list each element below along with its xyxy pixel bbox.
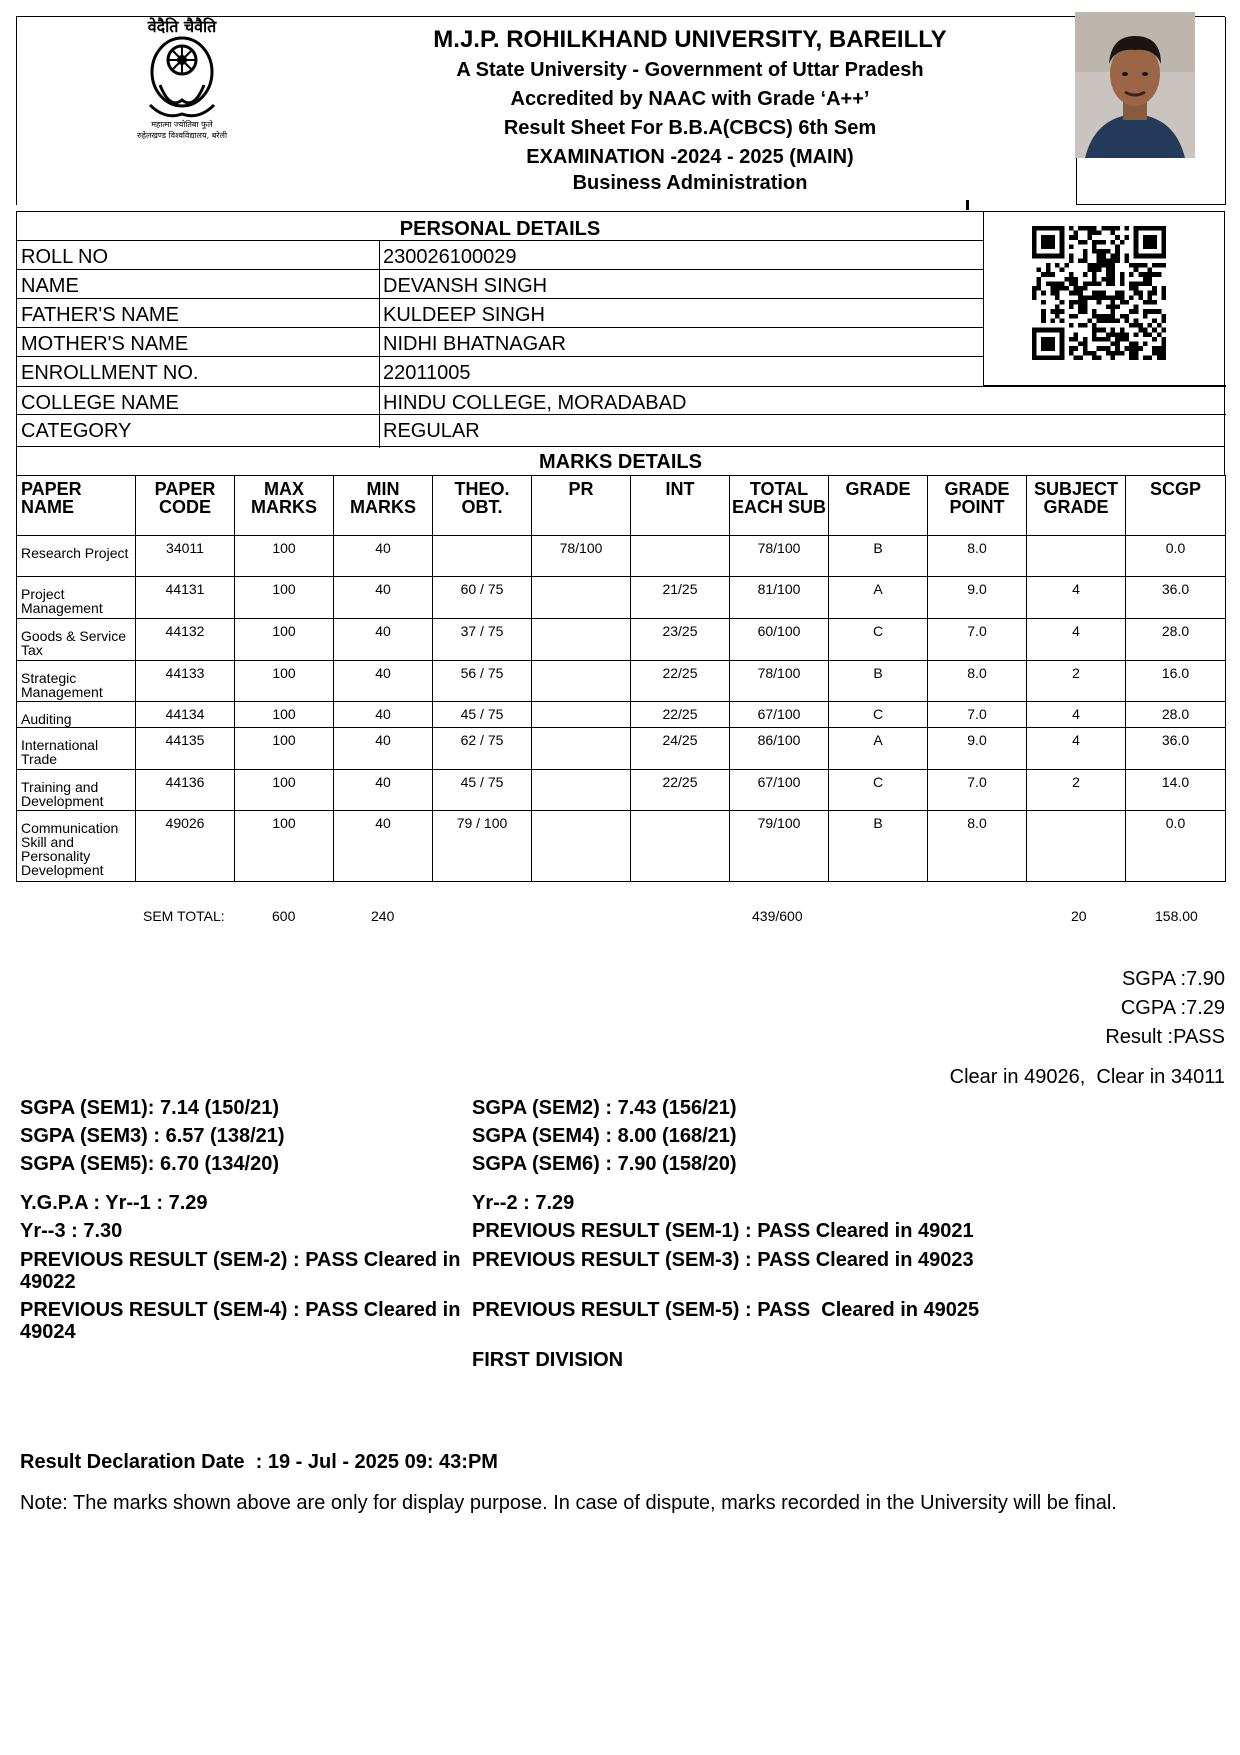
cell-grade: B — [829, 536, 928, 577]
header-paper-name: PAPER NAME — [17, 476, 136, 536]
cell-total: 81/100 — [730, 577, 829, 619]
marks-row — [17, 770, 1226, 811]
cell-subject-grade: 4 — [1027, 577, 1126, 619]
name-label: NAME — [21, 275, 79, 297]
header-theo-obt: THEO. OBT. — [433, 476, 532, 536]
cell-paper-code: 34011 — [136, 536, 235, 577]
previous-result-sem3: PREVIOUS RESULT (SEM-3) : PASS Cleared in 49023 — [472, 1249, 974, 1271]
cell-total: 86/100 — [730, 728, 829, 770]
name-row — [17, 270, 983, 299]
header-min-marks: MIN MARKS — [334, 476, 433, 536]
ygpa-yr1: Y.G.P.A : Yr--1 : 7.29 — [20, 1192, 208, 1214]
cell-subject-grade: 2 — [1027, 770, 1126, 811]
cell-int: 22/25 — [631, 770, 730, 811]
cell-paper-name: Training and Development — [17, 770, 136, 811]
university-subtitle: A State University - Government of Uttar Pradesh — [456, 59, 924, 81]
cell-theo-obt: 79 / 100 — [433, 811, 532, 882]
cell-max-marks: 100 — [235, 619, 334, 661]
cell-grade: B — [829, 811, 928, 882]
clear-in: Clear in 49026, Clear in 34011 — [949, 1066, 1225, 1088]
cell-paper-name: Strategic Management — [17, 661, 136, 702]
sem-total-max: 600 — [272, 908, 296, 924]
cell-min-marks: 40 — [334, 702, 433, 728]
cell-paper-code: 44134 — [136, 702, 235, 728]
enrollment-value: 22011005 — [383, 362, 471, 384]
father-name-value: KULDEEP SINGH — [383, 304, 545, 326]
cell-max-marks: 100 — [235, 770, 334, 811]
cell-total: 78/100 — [730, 661, 829, 702]
marks-row — [17, 536, 1226, 577]
cell-total: 78/100 — [730, 536, 829, 577]
cell-grade: A — [829, 728, 928, 770]
cell-grade-point: 7.0 — [928, 619, 1027, 661]
header-paper-code: PAPER CODE — [136, 476, 235, 536]
cell-min-marks: 40 — [334, 577, 433, 619]
sgpa-sem3: SGPA (SEM3) : 6.57 (138/21) — [20, 1125, 285, 1147]
marks-header-row — [17, 476, 1226, 536]
cell-subject-grade: 4 — [1027, 702, 1126, 728]
cell-grade: B — [829, 661, 928, 702]
cell-scgp: 28.0 — [1126, 702, 1226, 728]
sgpa-sem6: SGPA (SEM6) : 7.90 (158/20) — [472, 1153, 737, 1175]
university-name: M.J.P. ROHILKHAND UNIVERSITY, BAREILLY — [433, 26, 947, 53]
personal-divider — [379, 240, 380, 448]
cell-int: 22/25 — [631, 661, 730, 702]
cell-pr — [532, 728, 631, 770]
marks-row — [17, 728, 1226, 770]
cell-grade-point: 7.0 — [928, 770, 1027, 811]
cell-max-marks: 100 — [235, 811, 334, 882]
cell-scgp: 14.0 — [1126, 770, 1226, 811]
sgpa-sem1: SGPA (SEM1): 7.14 (150/21) — [20, 1097, 279, 1119]
header-grade-point: GRADE POINT — [928, 476, 1027, 536]
result-sheet-title: Result Sheet For B.B.A(CBCS) 6th Sem — [503, 117, 877, 139]
cell-max-marks: 100 — [235, 661, 334, 702]
division: FIRST DIVISION — [472, 1349, 624, 1371]
cell-total: 67/100 — [730, 770, 829, 811]
cell-theo-obt: 45 / 75 — [433, 702, 532, 728]
enrollment-row — [17, 357, 983, 386]
cell-paper-name: Project Management — [17, 577, 136, 619]
roll-no-label: ROLL NO — [21, 246, 109, 268]
cell-scgp: 16.0 — [1126, 661, 1226, 702]
cell-int: 23/25 — [631, 619, 730, 661]
cell-theo-obt: 37 / 75 — [433, 619, 532, 661]
header-text — [340, 24, 1040, 194]
cell-min-marks: 40 — [334, 770, 433, 811]
previous-result-sem1: PREVIOUS RESULT (SEM-1) : PASS Cleared in 49021 — [472, 1220, 974, 1242]
svg-text:रुहेलखण्ड विश्वविद्यालय, बरेली: रुहेलखण्ड विश्वविद्यालय, बरेली — [136, 131, 228, 140]
father-name-label: FATHER'S NAME — [21, 304, 179, 326]
cell-subject-grade — [1027, 536, 1126, 577]
cell-max-marks: 100 — [235, 577, 334, 619]
enrollment-label: ENROLLMENT NO. — [21, 362, 199, 384]
cell-paper-code: 44132 — [136, 619, 235, 661]
mother-name-value: NIDHI BHATNAGAR — [383, 333, 566, 355]
header-total: TOTAL EACH SUB — [730, 476, 829, 536]
cell-paper-name: Goods & Service Tax — [17, 619, 136, 661]
cell-total: 79/100 — [730, 811, 829, 882]
previous-result-sem4: PREVIOUS RESULT (SEM-4) : PASS Cleared in 49024 — [20, 1299, 461, 1343]
sgpa-sem4: SGPA (SEM4) : 8.00 (168/21) — [472, 1125, 737, 1147]
ygpa-yr3: Yr--3 : 7.30 — [20, 1220, 123, 1242]
cell-theo-obt: 45 / 75 — [433, 770, 532, 811]
cell-min-marks: 40 — [334, 536, 433, 577]
father-name-row — [17, 299, 983, 328]
result-declaration-date: Result Declaration Date : 19 - Jul - 2025 09: 43:PM — [20, 1451, 498, 1473]
svg-text:महात्मा ज्योतिबा फुले: महात्मा ज्योतिबा फुले — [151, 120, 213, 129]
cell-int — [631, 536, 730, 577]
marks-row — [17, 577, 1226, 619]
cell-scgp: 36.0 — [1126, 577, 1226, 619]
cell-max-marks: 100 — [235, 702, 334, 728]
cell-paper-name: International Trade — [17, 728, 136, 770]
college-row — [17, 386, 1226, 415]
cell-paper-code: 44135 — [136, 728, 235, 770]
cell-theo-obt: 60 / 75 — [433, 577, 532, 619]
marks-row — [17, 661, 1226, 702]
category-label: CATEGORY — [21, 420, 132, 442]
previous-result-sem2: PREVIOUS RESULT (SEM-2) : PASS Cleared in 49022 — [20, 1249, 461, 1293]
header-grade: GRADE — [829, 476, 928, 536]
qr-code-icon — [1032, 226, 1166, 360]
cell-int: 24/25 — [631, 728, 730, 770]
cell-subject-grade: 4 — [1027, 619, 1126, 661]
cell-paper-name: Communication Skill and Personality Development — [17, 811, 136, 882]
cell-pr — [532, 661, 631, 702]
mother-name-row — [17, 328, 983, 357]
cell-grade-point: 9.0 — [928, 577, 1027, 619]
cell-scgp: 36.0 — [1126, 728, 1226, 770]
marks-table — [16, 475, 1226, 882]
header-max-marks: MAX MARKS — [235, 476, 334, 536]
cell-paper-code: 44133 — [136, 661, 235, 702]
cell-max-marks: 100 — [235, 728, 334, 770]
examination-title: EXAMINATION -2024 - 2025 (MAIN) — [526, 146, 854, 168]
cell-theo-obt: 56 / 75 — [433, 661, 532, 702]
accreditation: Accredited by NAAC with Grade ‘A++’ — [510, 88, 870, 110]
category-value: REGULAR — [383, 420, 480, 442]
header-scgp: SCGP — [1126, 476, 1226, 536]
cell-min-marks: 40 — [334, 811, 433, 882]
result: Result :PASS — [1105, 1026, 1225, 1048]
cell-scgp: 0.0 — [1126, 536, 1226, 577]
student-photo — [1075, 12, 1195, 158]
cell-pr — [532, 619, 631, 661]
cell-total: 67/100 — [730, 702, 829, 728]
sem-total-min: 240 — [371, 908, 395, 924]
cell-max-marks: 100 — [235, 536, 334, 577]
cell-theo-obt: 62 / 75 — [433, 728, 532, 770]
ygpa-yr2: Yr--2 : 7.29 — [472, 1192, 575, 1214]
disclaimer-note: Note: The marks shown above are only for display purpose. In case of dispute, marks recorded in the University will be final. — [20, 1492, 1117, 1514]
college-label: COLLEGE NAME — [21, 392, 179, 414]
cell-paper-code: 44131 — [136, 577, 235, 619]
sem-total-label: SEM TOTAL: — [143, 908, 225, 924]
category-row — [17, 415, 1226, 444]
cell-grade-point: 8.0 — [928, 661, 1027, 702]
roll-no-row — [17, 241, 983, 270]
marks-row — [17, 702, 1226, 728]
cell-theo-obt — [433, 536, 532, 577]
cell-paper-code: 44136 — [136, 770, 235, 811]
college-value: HINDU COLLEGE, MORADABAD — [383, 392, 687, 414]
sgpa-sem5: SGPA (SEM5): 6.70 (134/20) — [20, 1153, 279, 1175]
cell-grade-point: 8.0 — [928, 811, 1027, 882]
cell-pr — [532, 577, 631, 619]
roll-no-value: 230026100029 — [383, 246, 517, 268]
cell-min-marks: 40 — [334, 661, 433, 702]
cell-paper-code: 49026 — [136, 811, 235, 882]
cell-pr — [532, 702, 631, 728]
header-subject-grade: SUBJECT GRADE — [1027, 476, 1126, 536]
cell-grade-point: 7.0 — [928, 702, 1027, 728]
sgpa: SGPA :7.90 — [1121, 968, 1225, 990]
marks-details-title: MARKS DETAILS — [16, 446, 1225, 475]
cell-grade: C — [829, 702, 928, 728]
cell-min-marks: 40 — [334, 619, 433, 661]
cell-int — [631, 811, 730, 882]
marks-row — [17, 619, 1226, 661]
sgpa-sem2: SGPA (SEM2) : 7.43 (156/21) — [472, 1097, 737, 1119]
svg-text:वेदैति चैवैति: वेदैति चैवैति — [147, 17, 217, 36]
marks-row — [17, 811, 1226, 882]
cell-paper-name: Research Project — [17, 536, 136, 577]
cell-paper-name: Auditing — [17, 702, 136, 728]
cell-pr — [532, 811, 631, 882]
cell-int: 21/25 — [631, 577, 730, 619]
cell-pr: 78/100 — [532, 536, 631, 577]
cell-grade: C — [829, 619, 928, 661]
cell-min-marks: 40 — [334, 728, 433, 770]
university-emblem-icon — [120, 10, 245, 145]
previous-result-sem5: PREVIOUS RESULT (SEM-5) : PASS Cleared in 49025 — [472, 1299, 980, 1321]
sem-total-scgp: 158.00 — [1155, 908, 1198, 924]
name-value: DEVANSH SINGH — [383, 275, 548, 297]
cell-grade: A — [829, 577, 928, 619]
cell-scgp: 28.0 — [1126, 619, 1226, 661]
header-tick — [966, 200, 969, 210]
header-int: INT — [631, 476, 730, 536]
sem-total-subject-grade: 20 — [1071, 908, 1087, 924]
cell-grade-point: 8.0 — [928, 536, 1027, 577]
cell-scgp: 0.0 — [1126, 811, 1226, 882]
cell-subject-grade: 2 — [1027, 661, 1126, 702]
header-pr: PR — [532, 476, 631, 536]
sem-total-total: 439/600 — [752, 908, 803, 924]
cell-subject-grade: 4 — [1027, 728, 1126, 770]
personal-details-title: PERSONAL DETAILS — [399, 218, 601, 240]
cell-total: 60/100 — [730, 619, 829, 661]
department: Business Administration — [572, 172, 808, 194]
mother-name-label: MOTHER'S NAME — [21, 333, 189, 355]
cell-pr — [532, 770, 631, 811]
cell-subject-grade — [1027, 811, 1126, 882]
cell-grade: C — [829, 770, 928, 811]
cell-int: 22/25 — [631, 702, 730, 728]
cgpa: CGPA :7.29 — [1120, 997, 1225, 1019]
cell-grade-point: 9.0 — [928, 728, 1027, 770]
